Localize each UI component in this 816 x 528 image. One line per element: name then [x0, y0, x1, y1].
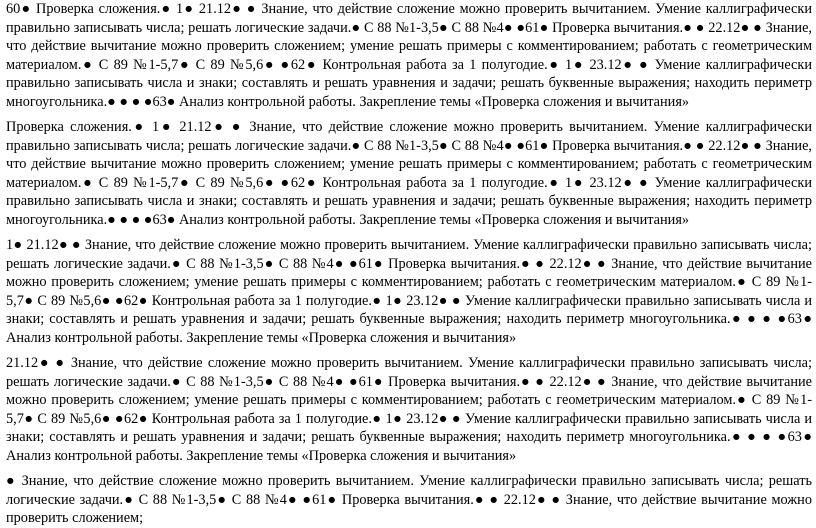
lesson-paragraph-3: 1● 21.12● ● Знание, что действие сложение можно проверить вычитанием. Умение каллиграфически правильно записывать числа; решать логические задачи.● С 88 №1-3,5● С 88 №4● ●61● Проверка вычитания.● ● 22.12● ● Знание, что действие вычитание можно проверить сложением; умение решать примеры с комментированием; работать с геометрическим материалом.● С 89 №1-5,7● С 89 №5,6● ●62● Контрольная работа за 1 полугодие.● 1● 23.12● ● Умение каллиграфически правильно записывать числа и знаки; составлять и решать уравнения и задачи; решать буквенные выражения; находить периметр многоугольника.● ● ● ●63● Анализ контрольной работы. Закрепление темы «Проверка сложения и вычитания» [6, 237, 812, 346]
lesson-paragraph-5: ● Знание, что действие сложение можно проверить вычитанием. Умение каллиграфически правильно записывать числа; решать логические задачи.● С 88 №1-3,5● С 88 №4● ●61● Проверка вычитания.● ● 22.12● ● Знание, что действие вычитание можно проверить сложением; [6, 473, 812, 527]
lesson-paragraph-2: Проверка сложения.● 1● 21.12● ● Знание, что действие сложение можно проверить вычитанием. Умение каллиграфически правильно записывать числа; решать логические задачи.● С 88 №1-3,5● С 88 №4● ●61● Проверка вычитания.● ● 22.12● ● Знание, что действие вычитание можно проверить сложением; умение решать примеры с комментированием; работать с геометрическим материалом.● С 89 №1-5,7● С 89 №5,6● ●62● Контрольная работа за 1 полугодие.● 1● 23.12● ● Умение каллиграфически правильно записывать числа и знаки; составлять и решать уравнения и задачи; решать буквенные выражения; находить периметр многоугольника.● ● ● ●63● Анализ контрольной работы. Закрепление темы «Проверка сложения и вычитания» [6, 119, 812, 228]
lesson-paragraph-4: 21.12● ● Знание, что действие сложение можно проверить вычитанием. Умение каллиграфически правильно записывать числа; решать логические задачи.● С 88 №1-3,5● С 88 №4● ●61● Проверка вычитания.● ● 22.12● ● Знание, что действие вычитание можно проверить сложением; умение решать примеры с комментированием; работать с геометрическим материалом.● С 89 №1-5,7● С 89 №5,6● ●62● Контрольная работа за 1 полугодие.● 1● 23.12● ● Умение каллиграфически правильно записывать числа и знаки; составлять и решать уравнения и задачи; решать буквенные выражения; находить периметр многоугольника.● ● ● ●63● Анализ контрольной работы. Закрепление темы «Проверка сложения и вычитания» [6, 355, 812, 464]
lesson-paragraph-1: 60● Проверка сложения.● 1● 21.12● ● Знание, что действие сложение можно проверить вычитанием. Умение каллиграфически правильно записывать числа; решать логические задачи.● С 88 №1-3,5● С 88 №4● ●61● Проверка вычитания.● ● 22.12● ● Знание, что действие вычитание можно проверить сложением; умение решать примеры с комментированием; работать с геометрическим материалом.● С 89 №1-5,7● С 89 №5,6● ●62● Контрольная работа за 1 полугодие.● 1● 23.12● ● Умение каллиграфически правильно записывать числа и знаки; составлять и решать уравнения и задачи; решать буквенные выражения; находить периметр многоугольника.● ● ● ●63● Анализ контрольной работы. Закрепление темы «Проверка сложения и вычитания» [6, 1, 812, 110]
